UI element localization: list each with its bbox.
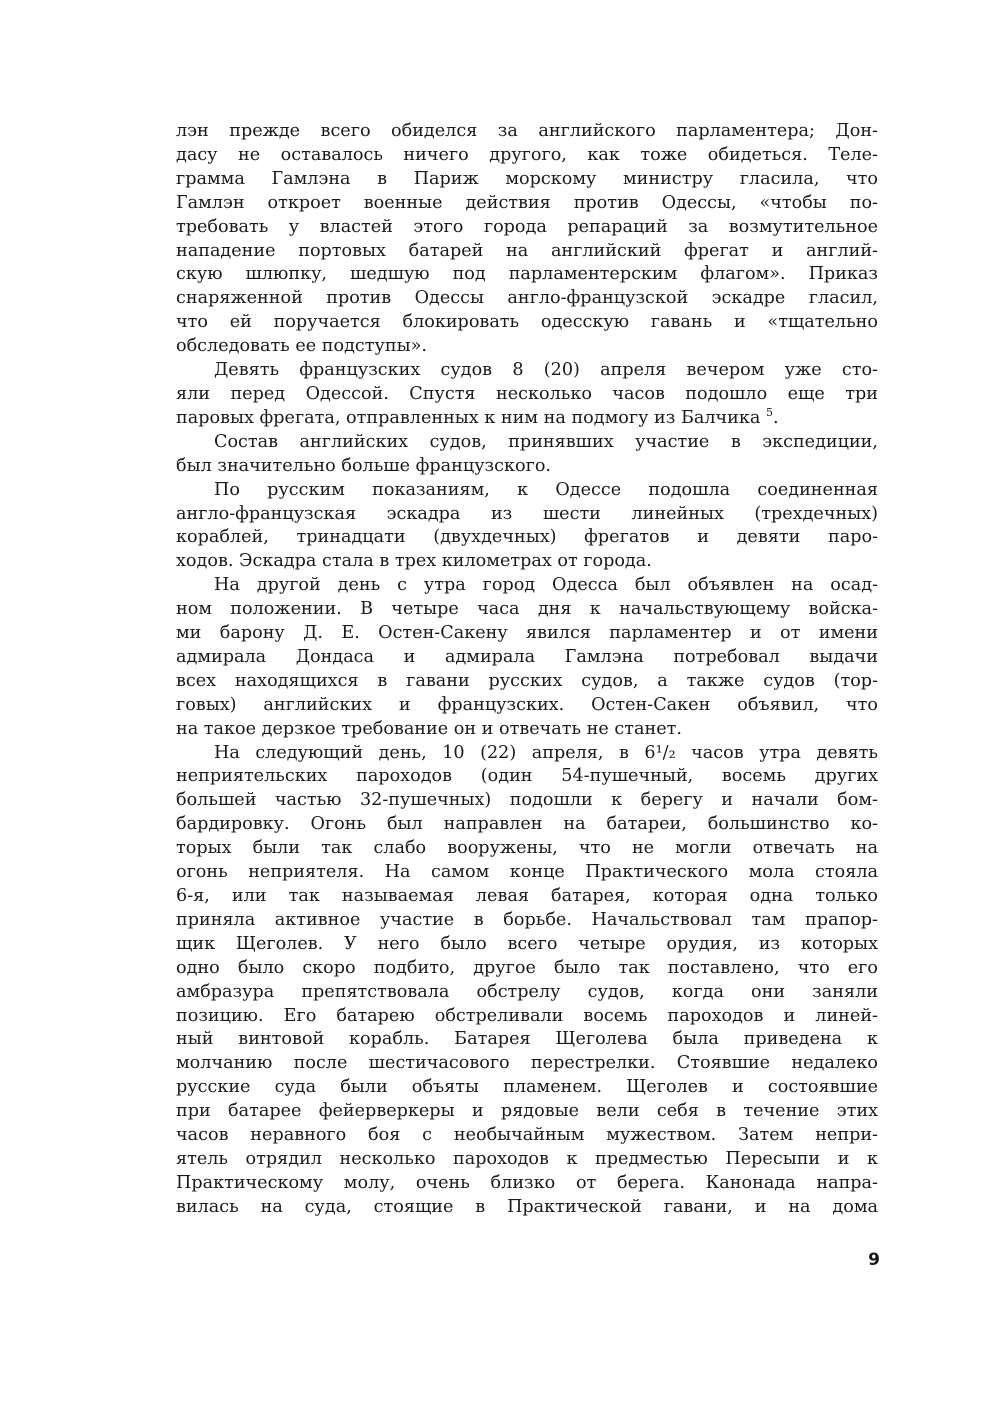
text-line: часов неравного боя с необычайным мужеством. Затем непри-: [176, 1125, 878, 1146]
text-line: англо-французская эскадра из шести линейных (трехдечных): [176, 503, 878, 524]
text-line: кораблей, тринадцати (двухдечных) фрегатов и девяти паро-: [176, 527, 878, 548]
text-line: лэн прежде всего обиделся за английского парламентера; Дон-: [176, 121, 878, 141]
text-line: на такое дерзкое требование он и отвечать не станет.: [176, 718, 682, 739]
text-line: ном положении. В четыре часа дня к начальствующему войска-: [176, 599, 878, 620]
paragraph: [176, 742, 878, 1220]
text-line: паровых фрегата, отправленных к ним на подмогу из Балчика $^5$.: [176, 406, 779, 428]
paragraph: [176, 574, 878, 741]
text-line: яли перед Одессой. Спустя несколько часов подошло еще три: [176, 383, 878, 404]
text-line: ми барону Д. Е. Остен-Сакену явился парламентер и от имени: [176, 623, 878, 644]
text-line: щик Щеголев. У него было всего четыре орудия, из которых: [176, 933, 878, 954]
text-line: ходов. Эскадра стала в трех километрах от города.: [176, 551, 652, 572]
text-line: огонь неприятеля. На самом конце Практического мола стояла: [176, 862, 878, 883]
text-line: адмирала Дондаса и адмирала Гамлэна потребовал выдачи: [176, 646, 878, 667]
text-line: был значительно больше французского.: [176, 455, 552, 476]
paragraph: [176, 359, 878, 431]
text-line: ятель отрядил несколько пароходов к предместью Пересыпи и к: [176, 1148, 878, 1169]
text-line: скую шлюпку, шедшую под парламентерским флагом». Приказ: [176, 264, 878, 285]
footnote-marker: 5: [766, 406, 773, 420]
page-body-text: [176, 120, 878, 1220]
text-line: Гамлэн откроет военные действия против Одессы, «чтобы по-: [176, 192, 878, 213]
text-line: Девять французских судов 8 (20) апреля вечером уже сто-: [214, 360, 878, 381]
text-line: торых были так слабо вооружены, что не могли отвечать на: [176, 838, 878, 859]
text-line: Состав английских судов, принявших участие в экспедиции,: [214, 431, 878, 452]
text-line: грамма Гамлэна в Париж морскому министру гласила, что: [176, 168, 878, 189]
text-line: ный винтовой корабль. Батарея Щеголева была приведена к: [176, 1029, 878, 1050]
text-line: снаряженной против Одессы англо-французской эскадре гласил,: [176, 288, 878, 309]
page-number: 9: [868, 1250, 880, 1270]
text-line: русские суда были объяты пламенем. Щеголев и состоявшие: [176, 1077, 878, 1098]
paragraph: [176, 479, 878, 575]
text-line: амбразура препятствовала обстрелу судов, когда они заняли: [176, 981, 878, 1002]
text-line: большей частью 32-пушечных) подошли к берегу и начали бом-: [176, 790, 878, 811]
text-line: На другой день с утра город Одесса был объявлен на осад-: [214, 575, 878, 596]
text-line: бардировку. Огонь был направлен на батареи, большинство ко-: [176, 814, 878, 835]
text-line: что ей поручается блокировать одесскую гавань и «тщательно: [176, 312, 878, 333]
text-line: говых) английских и французских. Остен-Сакен объявил, что: [176, 694, 878, 715]
text-line: при батарее фейерверкеры и рядовые вели себя в течение этих: [176, 1101, 878, 1122]
text-line: всех находящихся в гавани русских судов, а также судов (тор-: [176, 670, 878, 691]
text-line: неприятельских пароходов (один 54-пушечный, восемь других: [176, 766, 878, 787]
text-line: позицию. Его батарею обстреливали восемь пароходов и линей-: [176, 1005, 878, 1026]
text-line: Практическому молу, очень близко от берега. Канонада напра-: [176, 1172, 878, 1193]
text-line: 6-я, или так называемая левая батарея, которая одна только: [176, 886, 878, 906]
text-line: требовать у властей этого города репараций за возмутительное: [176, 216, 878, 237]
paragraph: [176, 431, 878, 479]
text-line: приняла активное участие в борьбе. Начальствовал там прапор-: [176, 909, 878, 930]
text-line: одно было скоро подбито, другое было так поставлено, что его: [176, 957, 878, 978]
text-line: вилась на суда, стоящие в Практической гавани, и на дома: [176, 1196, 878, 1217]
text-line: молчанию после шестичасового перестрелки. Стоявшие недалеко: [176, 1053, 878, 1074]
text-line: На следующий день, 10 (22) апреля, в 6¹/₂ часов утра девять: [214, 742, 878, 763]
text-line: нападение портовых батарей на английский фрегат и англий-: [176, 240, 878, 261]
text-line: По русским показаниям, к Одессе подошла соединенная: [214, 479, 878, 500]
text-line: обследовать ее подступы».: [176, 336, 427, 357]
text-line: дасу не оставалось ничего другого, как тоже обидеться. Теле-: [176, 144, 878, 165]
paragraph: [176, 120, 878, 359]
